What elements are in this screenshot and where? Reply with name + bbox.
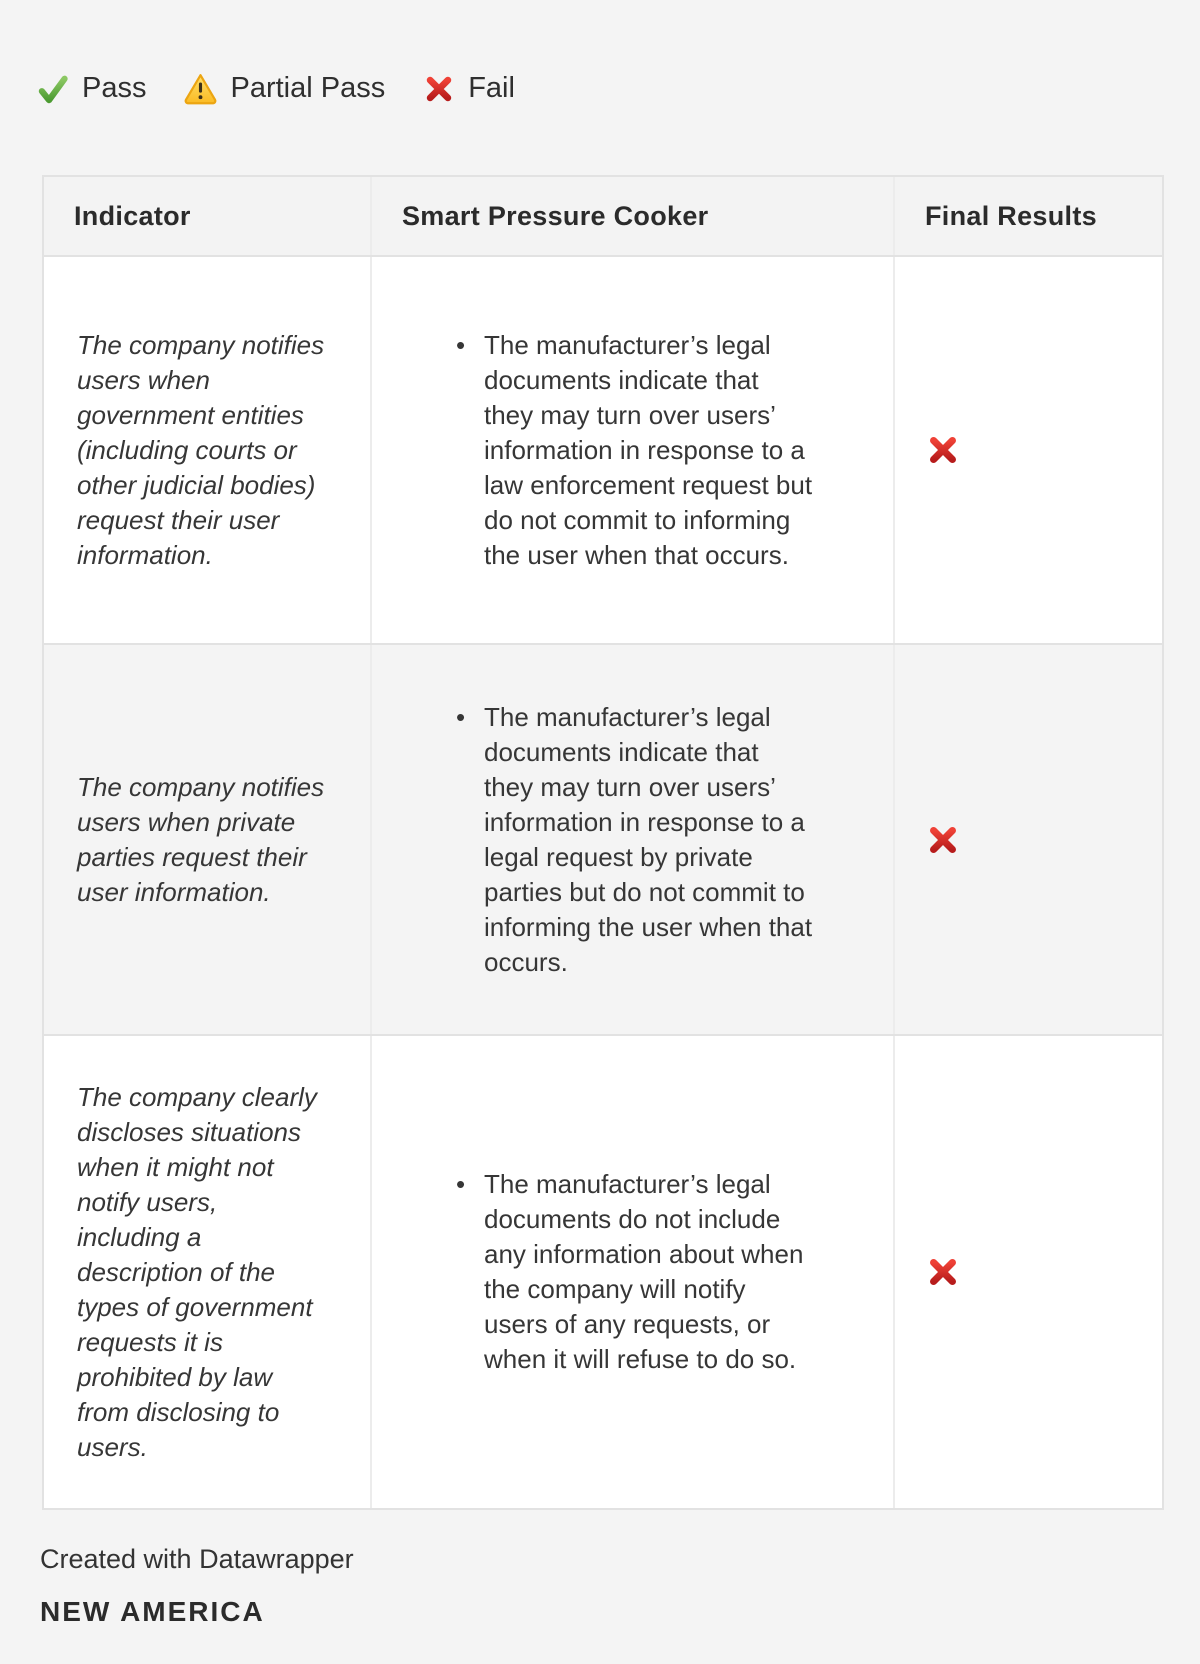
bullet-marker: • — [456, 701, 466, 732]
indicator-cell — [44, 1036, 370, 1508]
finding-text: The manufacturer’s legal documents indicate that they may turn over users’ information in response to a legal request by private parties but do not commit to informing the user when that occurs. — [484, 701, 813, 977]
legend-item-partial-pass — [184, 72, 385, 105]
indicator-cell — [44, 257, 370, 643]
finding-cell — [370, 645, 893, 1034]
new-america-brand-link[interactable]: NEW AMERICA — [40, 1596, 265, 1627]
table-row-notification-disclosure — [44, 1034, 1162, 1508]
indicator-text: The company clearly discloses situations when it might not notify users, including a description of the types of government requests it is prohibited by law from disclosing to users. — [77, 1081, 317, 1462]
finding-cell — [370, 257, 893, 643]
finding-list-item — [456, 328, 814, 573]
bullet-marker: • — [456, 1169, 466, 1199]
legend-item-pass — [37, 72, 146, 105]
cross-icon — [423, 73, 455, 105]
finding-list-item — [456, 1167, 814, 1377]
table-row-private-party-requests — [44, 643, 1162, 1034]
table-row-government-requests — [44, 255, 1162, 643]
finding-cell — [370, 1036, 893, 1508]
cross-icon — [926, 1255, 960, 1289]
table-header-row — [44, 177, 1162, 255]
cross-icon — [926, 433, 960, 467]
result-cell — [893, 1036, 1162, 1508]
indicator-text: The company notifies users when government entities (including courts or other judicial bodies) request their user information. — [77, 329, 325, 570]
indicator-cell — [44, 645, 370, 1034]
column-header-final-results: Final Results — [893, 177, 1162, 255]
result-cell — [893, 645, 1162, 1034]
legend-label-partial-pass: Partial Pass — [230, 72, 386, 104]
results-table — [42, 175, 1164, 1510]
legend-label-fail: Fail — [468, 72, 515, 104]
column-header-smart-pressure-cooker: Smart Pressure Cooker — [370, 177, 893, 255]
legend — [37, 72, 515, 105]
bullet-marker: • — [456, 329, 466, 360]
datawrapper-attribution-link[interactable]: Created with Datawrapper — [40, 1544, 354, 1574]
check-icon — [37, 73, 69, 105]
finding-text: The manufacturer’s legal documents indicate that they may turn over users’ information in response to a law enforcement request but do not commit to informing the user when that occurs. — [484, 329, 813, 570]
legend-item-fail — [423, 72, 515, 105]
column-header-indicator: Indicator — [74, 200, 191, 231]
legend-label-pass: Pass — [82, 72, 147, 104]
finding-list-item — [456, 700, 814, 980]
finding-text: The manufacturer’s legal documents do not include any information about when the company will notify users of any requests, or when it will refuse to do so. — [484, 1169, 804, 1374]
warning-icon — [184, 72, 217, 105]
cross-icon — [926, 823, 960, 857]
result-cell — [893, 257, 1162, 643]
indicator-text: The company notifies users when private parties request their user information. — [77, 771, 325, 907]
